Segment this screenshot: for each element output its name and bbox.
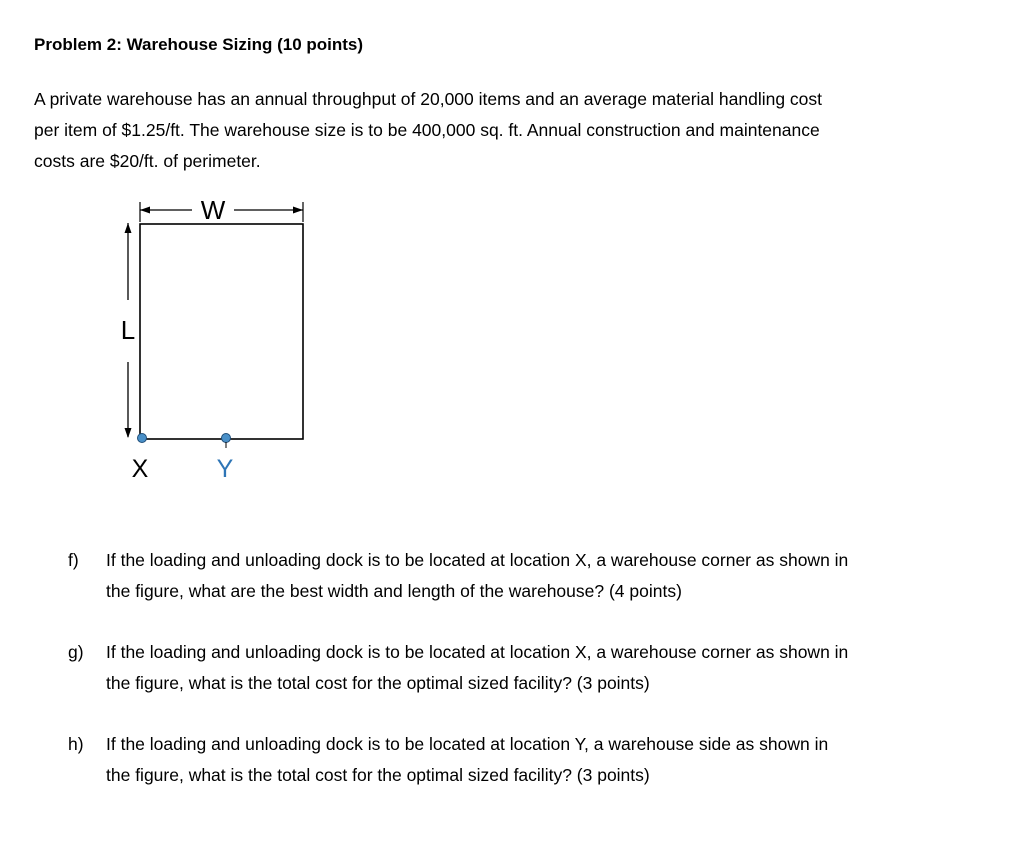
question-line: If the loading and unloading dock is to be located at location Y, a warehouse side as shown in: [106, 734, 829, 754]
dock-y-marker: [222, 434, 231, 443]
side-label: Y: [216, 455, 234, 483]
dock-x-marker: [138, 434, 147, 443]
question-line: If the loading and unloading dock is to be located at location X, a warehouse corner as shown in: [106, 642, 849, 662]
statement-line: per item of $1.25/ft. The warehouse size is to be 400,000 sq. ft. Annual construction and maintenance: [34, 120, 820, 140]
question-line: the figure, what are the best width and length of the warehouse? (4 points): [106, 581, 682, 601]
question-letter: f): [68, 550, 79, 570]
question-line: the figure, what is the total cost for the optimal sized facility? (3 points): [106, 765, 650, 785]
statement-line: costs are $20/ft. of perimeter.: [34, 151, 261, 171]
problem-title: Problem 2: Warehouse Sizing (10 points): [34, 35, 364, 54]
question-letter: h): [68, 734, 84, 754]
statement-line: A private warehouse has an annual throughput of 20,000 items and an average material handling cost: [34, 89, 823, 109]
corner-label: X: [131, 455, 149, 483]
warehouse-diagram: [110, 192, 320, 492]
length-dimension: [121, 223, 135, 438]
question-line: If the loading and unloading dock is to be located at location X, a warehouse corner as shown in: [106, 550, 849, 570]
question-letter: g): [68, 642, 84, 662]
length-label: L: [120, 315, 136, 345]
width-label: W: [200, 195, 226, 225]
question-line: the figure, what is the total cost for the optimal sized facility? (3 points): [106, 673, 650, 693]
width-dimension: [140, 195, 303, 225]
problem-statement: [34, 84, 994, 177]
warehouse-outline: [140, 224, 303, 439]
